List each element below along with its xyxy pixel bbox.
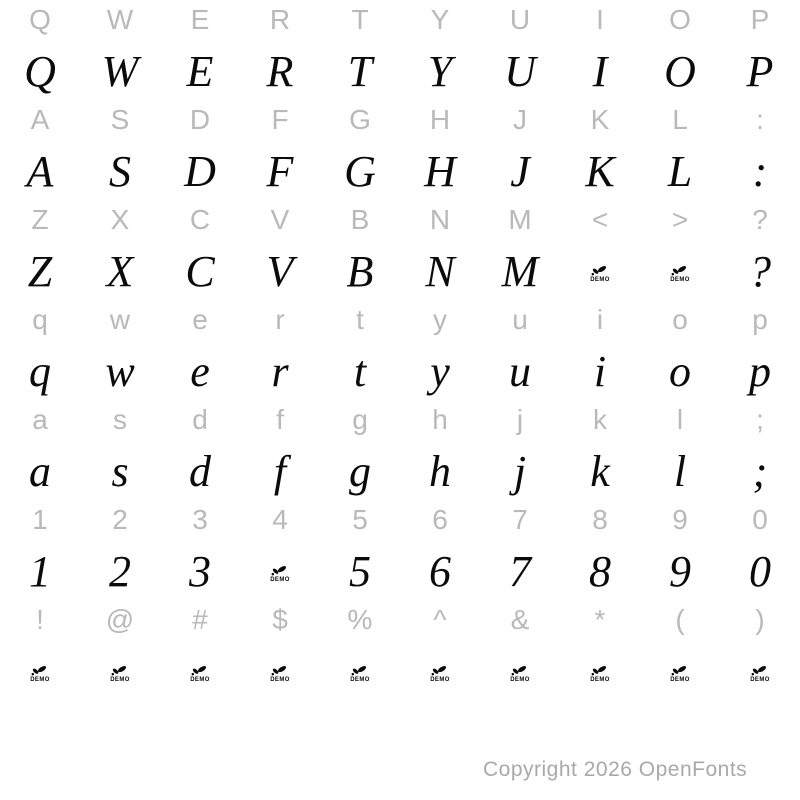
preview-char: q xyxy=(29,347,51,396)
ref-char: l xyxy=(676,404,684,435)
ref-char: & xyxy=(510,604,530,635)
ref-char: G xyxy=(349,104,371,135)
ref-char: i xyxy=(596,304,604,335)
preview-row xyxy=(0,640,800,700)
preview-char xyxy=(480,640,560,700)
demo-label: DEMO xyxy=(510,677,530,683)
ref-char: * xyxy=(594,604,606,635)
demo-ornament-icon xyxy=(31,665,48,676)
preview-char xyxy=(240,640,320,700)
ref-char: > xyxy=(671,204,689,235)
demo-glyph xyxy=(590,265,610,283)
preview-char: 3 xyxy=(189,547,211,596)
demo-glyph xyxy=(270,565,290,583)
preview-char: Y xyxy=(427,47,453,96)
ref-char: L xyxy=(672,104,688,135)
specimen-band-4 xyxy=(0,300,800,400)
reference-row xyxy=(0,400,800,440)
preview-char: y xyxy=(430,347,450,396)
preview-char: H xyxy=(424,147,456,196)
demo-label: DEMO xyxy=(350,677,370,683)
preview-char: 0 xyxy=(749,547,771,596)
ref-char: p xyxy=(752,304,768,335)
preview-row xyxy=(0,340,800,400)
demo-glyph xyxy=(670,265,690,283)
ref-char: u xyxy=(512,304,528,335)
preview-char: s xyxy=(111,447,129,496)
preview-char: J xyxy=(510,147,530,196)
preview-char: O xyxy=(664,47,696,96)
ref-char: 7 xyxy=(512,504,528,535)
ref-char: S xyxy=(110,104,130,135)
preview-char: Z xyxy=(27,247,53,296)
preview-char: Q xyxy=(24,47,56,96)
preview-char xyxy=(240,540,320,600)
demo-ornament-icon xyxy=(591,265,608,276)
ref-char: q xyxy=(32,304,48,335)
ref-char: D xyxy=(189,104,211,135)
preview-row xyxy=(0,440,800,500)
reference-row xyxy=(0,0,800,40)
preview-row xyxy=(0,240,800,300)
ref-char: ^ xyxy=(433,604,447,635)
preview-char: D xyxy=(184,147,216,196)
ref-char: I xyxy=(596,4,604,35)
ref-char: 6 xyxy=(432,504,448,535)
ref-char: ! xyxy=(36,604,44,635)
preview-row xyxy=(0,540,800,600)
demo-ornament-icon xyxy=(351,665,368,676)
reference-row xyxy=(0,600,800,640)
demo-ornament-icon xyxy=(671,665,688,676)
ref-char: 4 xyxy=(272,504,288,535)
demo-glyph xyxy=(270,665,290,683)
preview-char: 5 xyxy=(349,547,371,596)
preview-char: T xyxy=(347,47,373,96)
ref-char: t xyxy=(356,304,364,335)
ref-char: ) xyxy=(755,604,765,635)
ref-char: P xyxy=(750,4,770,35)
preview-char xyxy=(640,240,720,300)
ref-char: o xyxy=(672,304,688,335)
ref-char: N xyxy=(429,204,451,235)
ref-char: X xyxy=(110,204,130,235)
preview-char: W xyxy=(101,47,139,96)
preview-char xyxy=(320,640,400,700)
specimen-band-5 xyxy=(0,400,800,500)
demo-label: DEMO xyxy=(670,277,690,283)
preview-char xyxy=(400,640,480,700)
preview-char: e xyxy=(190,347,210,396)
ref-char: E xyxy=(190,4,210,35)
demo-label: DEMO xyxy=(30,677,50,683)
ref-char: A xyxy=(30,104,50,135)
specimen-band-2 xyxy=(0,100,800,200)
ref-char: W xyxy=(106,4,134,35)
ref-char: % xyxy=(347,604,373,635)
ref-char: K xyxy=(590,104,610,135)
preview-char: f xyxy=(273,447,287,496)
ref-char: 0 xyxy=(752,504,768,535)
preview-char: : xyxy=(752,147,768,196)
demo-ornament-icon xyxy=(671,265,688,276)
preview-char: G xyxy=(344,147,376,196)
preview-row xyxy=(0,40,800,100)
preview-char: P xyxy=(746,47,774,96)
demo-ornament-icon xyxy=(271,665,288,676)
preview-char: d xyxy=(189,447,211,496)
preview-char: j xyxy=(513,447,527,496)
preview-char: V xyxy=(266,247,294,296)
preview-char xyxy=(560,240,640,300)
demo-glyph xyxy=(30,665,50,683)
preview-char xyxy=(720,640,800,700)
ref-char: V xyxy=(270,204,290,235)
preview-char: w xyxy=(105,347,135,396)
ref-char: a xyxy=(32,404,48,435)
ref-char: F xyxy=(271,104,289,135)
preview-char xyxy=(80,640,160,700)
preview-char: i xyxy=(593,347,607,396)
specimen-band-1 xyxy=(0,0,800,100)
ref-char: y xyxy=(433,304,447,335)
ref-char: M xyxy=(508,204,532,235)
preview-char: 2 xyxy=(109,547,131,596)
demo-glyph xyxy=(350,665,370,683)
preview-char: k xyxy=(590,447,610,496)
demo-glyph xyxy=(190,665,210,683)
ref-char: @ xyxy=(105,604,135,635)
ref-char: k xyxy=(593,404,607,435)
ref-char: ; xyxy=(756,404,764,435)
demo-glyph xyxy=(110,665,130,683)
demo-label: DEMO xyxy=(190,677,210,683)
ref-char: Y xyxy=(430,4,450,35)
preview-char: U xyxy=(504,47,536,96)
demo-glyph xyxy=(510,665,530,683)
preview-char: C xyxy=(185,247,215,296)
ref-char: O xyxy=(669,4,691,35)
preview-char xyxy=(560,640,640,700)
specimen-band-3 xyxy=(0,200,800,300)
preview-char: t xyxy=(353,347,367,396)
preview-char: L xyxy=(667,147,693,196)
ref-char: J xyxy=(513,104,527,135)
demo-label: DEMO xyxy=(270,577,290,583)
ref-char: Q xyxy=(29,4,51,35)
demo-ornament-icon xyxy=(191,665,208,676)
preview-char: o xyxy=(669,347,691,396)
copyright-text: Copyright 2026 OpenFonts xyxy=(483,758,748,781)
ref-char: 9 xyxy=(672,504,688,535)
ref-char: g xyxy=(352,404,368,435)
demo-glyph xyxy=(670,665,690,683)
preview-char: F xyxy=(266,147,294,196)
preview-char: K xyxy=(585,147,615,196)
preview-row xyxy=(0,140,800,200)
preview-char: B xyxy=(346,247,374,296)
demo-ornament-icon xyxy=(591,665,608,676)
ref-char: ? xyxy=(752,204,768,235)
specimen-band-6 xyxy=(0,500,800,600)
preview-char: 8 xyxy=(589,547,611,596)
demo-label: DEMO xyxy=(590,677,610,683)
specimen-band-7 xyxy=(0,600,800,700)
preview-char: u xyxy=(509,347,531,396)
preview-char: r xyxy=(271,347,289,396)
demo-label: DEMO xyxy=(750,677,770,683)
ref-char: 5 xyxy=(352,504,368,535)
preview-char xyxy=(0,640,80,700)
demo-glyph xyxy=(590,665,610,683)
ref-char: $ xyxy=(272,604,288,635)
ref-char: < xyxy=(591,204,609,235)
ref-char: : xyxy=(756,104,764,135)
demo-label: DEMO xyxy=(270,677,290,683)
ref-char: 2 xyxy=(112,504,128,535)
reference-row xyxy=(0,200,800,240)
demo-glyph xyxy=(750,665,770,683)
ref-char: Z xyxy=(31,204,49,235)
ref-char: 1 xyxy=(32,504,48,535)
preview-char: I xyxy=(592,47,608,96)
preview-char xyxy=(160,640,240,700)
preview-char: E xyxy=(186,47,214,96)
reference-row xyxy=(0,300,800,340)
demo-label: DEMO xyxy=(670,677,690,683)
ref-char: f xyxy=(276,404,284,435)
demo-ornament-icon xyxy=(431,665,448,676)
preview-char: A xyxy=(26,147,54,196)
preview-char: S xyxy=(109,147,131,196)
demo-glyph xyxy=(430,665,450,683)
reference-row xyxy=(0,100,800,140)
preview-char: g xyxy=(349,447,371,496)
reference-row xyxy=(0,500,800,540)
ref-char: H xyxy=(429,104,451,135)
preview-char: M xyxy=(501,247,539,296)
ref-char: e xyxy=(192,304,208,335)
ref-char: 8 xyxy=(592,504,608,535)
preview-char: 6 xyxy=(429,547,451,596)
ref-char: 3 xyxy=(192,504,208,535)
demo-ornament-icon xyxy=(111,665,128,676)
demo-ornament-icon xyxy=(751,665,768,676)
ref-char: B xyxy=(350,204,370,235)
demo-label: DEMO xyxy=(430,677,450,683)
preview-char: N xyxy=(425,247,455,296)
ref-char: h xyxy=(432,404,448,435)
preview-char: ; xyxy=(752,447,768,496)
preview-char: ? xyxy=(749,247,771,296)
preview-char xyxy=(640,640,720,700)
preview-char: l xyxy=(673,447,687,496)
ref-char: # xyxy=(192,604,208,635)
ref-char: T xyxy=(351,4,369,35)
demo-label: DEMO xyxy=(590,277,610,283)
ref-char: s xyxy=(113,404,127,435)
ref-char: U xyxy=(509,4,531,35)
preview-char: p xyxy=(749,347,771,396)
preview-char: a xyxy=(29,447,51,496)
preview-char: R xyxy=(266,47,294,96)
preview-char: 7 xyxy=(509,547,531,596)
ref-char: ( xyxy=(675,604,685,635)
ref-char: d xyxy=(192,404,208,435)
preview-char: h xyxy=(429,447,451,496)
ref-char: r xyxy=(275,304,285,335)
preview-char: X xyxy=(106,247,134,296)
demo-ornament-icon xyxy=(511,665,528,676)
ref-char: w xyxy=(109,304,131,335)
demo-label: DEMO xyxy=(110,677,130,683)
ref-char: C xyxy=(189,204,211,235)
preview-char: 9 xyxy=(669,547,691,596)
ref-char: R xyxy=(269,4,291,35)
preview-char: 1 xyxy=(29,547,51,596)
ref-char: j xyxy=(516,404,524,435)
demo-ornament-icon xyxy=(271,565,288,576)
